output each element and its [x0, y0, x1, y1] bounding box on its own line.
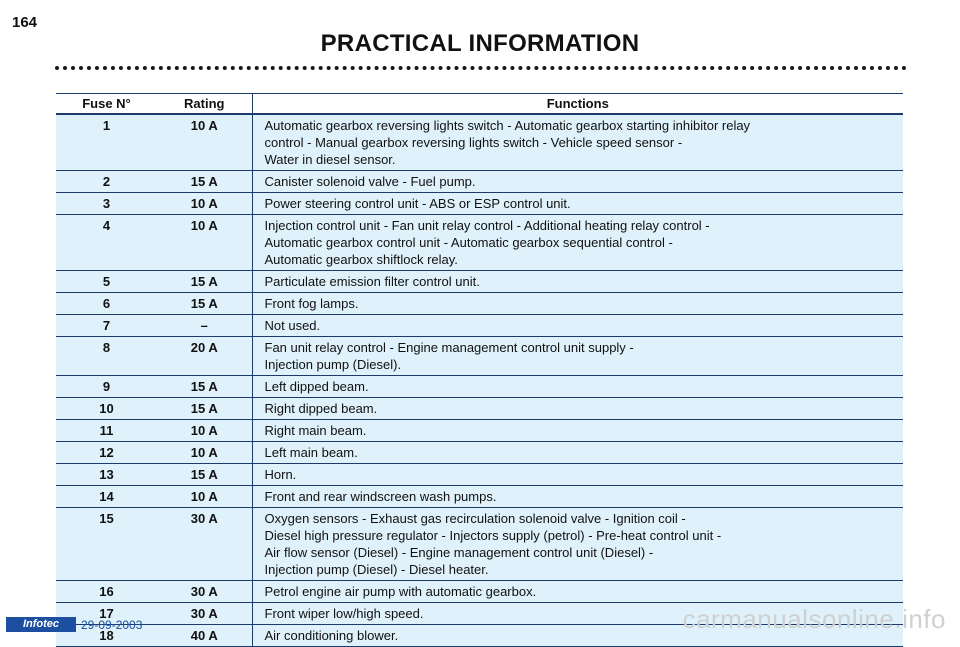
function-line: Water in diesel sensor.: [264, 152, 396, 167]
rating-cell: 10 A: [157, 215, 252, 271]
header-functions: Functions: [252, 94, 903, 115]
page-number: 164: [12, 14, 38, 31]
fuse-number-cell: 16: [56, 581, 157, 603]
functions-cell: [252, 442, 903, 464]
rating-cell: 40 A: [157, 625, 252, 647]
function-line: Air flow sensor (Diesel) - Engine management control unit (Diesel) -: [264, 545, 654, 560]
rating-cell: 15 A: [157, 376, 252, 398]
fuse-number-cell: 14: [56, 486, 157, 508]
rating-cell: 10 A: [157, 442, 252, 464]
function-line: Not used.: [264, 318, 321, 333]
rating-cell: 10 A: [157, 193, 252, 215]
functions-cell: [252, 215, 903, 271]
function-line: Diesel high pressure regulator - Injectors supply (petrol) - Pre-heat control unit -: [264, 528, 722, 543]
footer-date: 29-09-2003: [81, 618, 143, 632]
function-line: Injection control unit - Fan unit relay control - Additional heating relay control -: [264, 218, 710, 233]
function-line: Oxygen sensors - Exhaust gas recirculation solenoid valve - Ignition coil -: [264, 511, 686, 526]
fuse-number-cell: 3: [56, 193, 157, 215]
function-line: Automatic gearbox reversing lights switch - Automatic gearbox starting inhibitor relay: [264, 118, 751, 133]
rating-cell: 30 A: [157, 508, 252, 581]
rating-cell: 10 A: [157, 486, 252, 508]
fuse-number-cell: 17: [56, 603, 157, 625]
table-header-row: [56, 94, 903, 115]
watermark: carmanualsonline.info: [682, 604, 946, 634]
fuse-number-cell: 6: [56, 293, 157, 315]
function-line: Horn.: [264, 467, 297, 482]
rating-cell: 15 A: [157, 171, 252, 193]
rating-cell: 20 A: [157, 337, 252, 376]
functions-cell: [252, 376, 903, 398]
fuse-number-cell: 4: [56, 215, 157, 271]
rating-cell: 30 A: [157, 581, 252, 603]
table-row: [56, 420, 903, 442]
functions-cell: [252, 114, 903, 171]
fuse-number-cell: 13: [56, 464, 157, 486]
table-row: [56, 114, 903, 171]
fuse-number-cell: 12: [56, 442, 157, 464]
functions-cell: [252, 293, 903, 315]
rating-cell: 10 A: [157, 420, 252, 442]
function-line: Air conditioning blower.: [264, 628, 399, 643]
table-row: [56, 581, 903, 603]
rating-cell: 15 A: [157, 271, 252, 293]
header-fuse-number: Fuse N°: [56, 94, 157, 115]
rating-cell: 15 A: [157, 293, 252, 315]
table-body: [56, 114, 903, 647]
table-row: [56, 315, 903, 337]
function-line: Right dipped beam.: [264, 401, 378, 416]
functions-cell: [252, 464, 903, 486]
functions-cell: [252, 486, 903, 508]
function-line: Petrol engine air pump with automatic gearbox.: [264, 584, 537, 599]
table-row: [56, 464, 903, 486]
table-row: [56, 376, 903, 398]
function-line: Front and rear windscreen wash pumps.: [264, 489, 497, 504]
page-title: PRACTICAL INFORMATION: [320, 30, 640, 57]
functions-cell: [252, 420, 903, 442]
functions-cell: [252, 398, 903, 420]
function-line: Particulate emission filter control unit.: [264, 274, 480, 289]
functions-cell: [252, 508, 903, 581]
fuse-number-cell: 11: [56, 420, 157, 442]
fuse-number-cell: 8: [56, 337, 157, 376]
rating-cell: 30 A: [157, 603, 252, 625]
table-row: [56, 171, 903, 193]
function-line: Injection pump (Diesel).: [264, 357, 402, 372]
function-line: Automatic gearbox control unit - Automatic gearbox sequential control -: [264, 235, 673, 250]
functions-cell: [252, 315, 903, 337]
table-row: [56, 398, 903, 420]
fuse-number-cell: 10: [56, 398, 157, 420]
function-line: Fan unit relay control - Engine management control unit supply -: [264, 340, 634, 355]
functions-cell: [252, 271, 903, 293]
rating-cell: –: [157, 315, 252, 337]
function-line: Power steering control unit - ABS or ESP control unit.: [264, 196, 571, 211]
function-line: Front wiper low/high speed.: [264, 606, 424, 621]
fuse-number-cell: 5: [56, 271, 157, 293]
title-divider: [55, 66, 907, 70]
fuse-number-cell: 2: [56, 171, 157, 193]
table-row: [56, 293, 903, 315]
function-line: Right main beam.: [264, 423, 367, 438]
functions-cell: [252, 193, 903, 215]
table-row: [56, 508, 903, 581]
header-rating: Rating: [157, 94, 252, 115]
function-line: Automatic gearbox shiftlock relay.: [264, 252, 458, 267]
function-line: Injection pump (Diesel) - Diesel heater.: [264, 562, 489, 577]
rating-cell: 15 A: [157, 398, 252, 420]
fuse-number-cell: 1: [56, 114, 157, 171]
functions-cell: [252, 171, 903, 193]
table-row: [56, 337, 903, 376]
function-line: Canister solenoid valve - Fuel pump.: [264, 174, 476, 189]
fuse-number-cell: 15: [56, 508, 157, 581]
table-row: [56, 193, 903, 215]
rating-cell: 15 A: [157, 464, 252, 486]
functions-cell: [252, 337, 903, 376]
fuse-number-cell: 9: [56, 376, 157, 398]
function-line: Front fog lamps.: [264, 296, 359, 311]
functions-cell: [252, 581, 903, 603]
function-line: Left dipped beam.: [264, 379, 369, 394]
table-row: [56, 215, 903, 271]
table-row: [56, 486, 903, 508]
rating-cell: 10 A: [157, 114, 252, 171]
fuse-table: [56, 93, 903, 647]
function-line: Left main beam.: [264, 445, 358, 460]
function-line: control - Manual gearbox reversing lights switch - Vehicle speed sensor -: [264, 135, 683, 150]
table-row: [56, 271, 903, 293]
table-row: [56, 442, 903, 464]
infotec-logo: Infotec: [6, 617, 76, 632]
fuse-number-cell: 7: [56, 315, 157, 337]
fuse-number-cell: 18: [56, 625, 157, 647]
